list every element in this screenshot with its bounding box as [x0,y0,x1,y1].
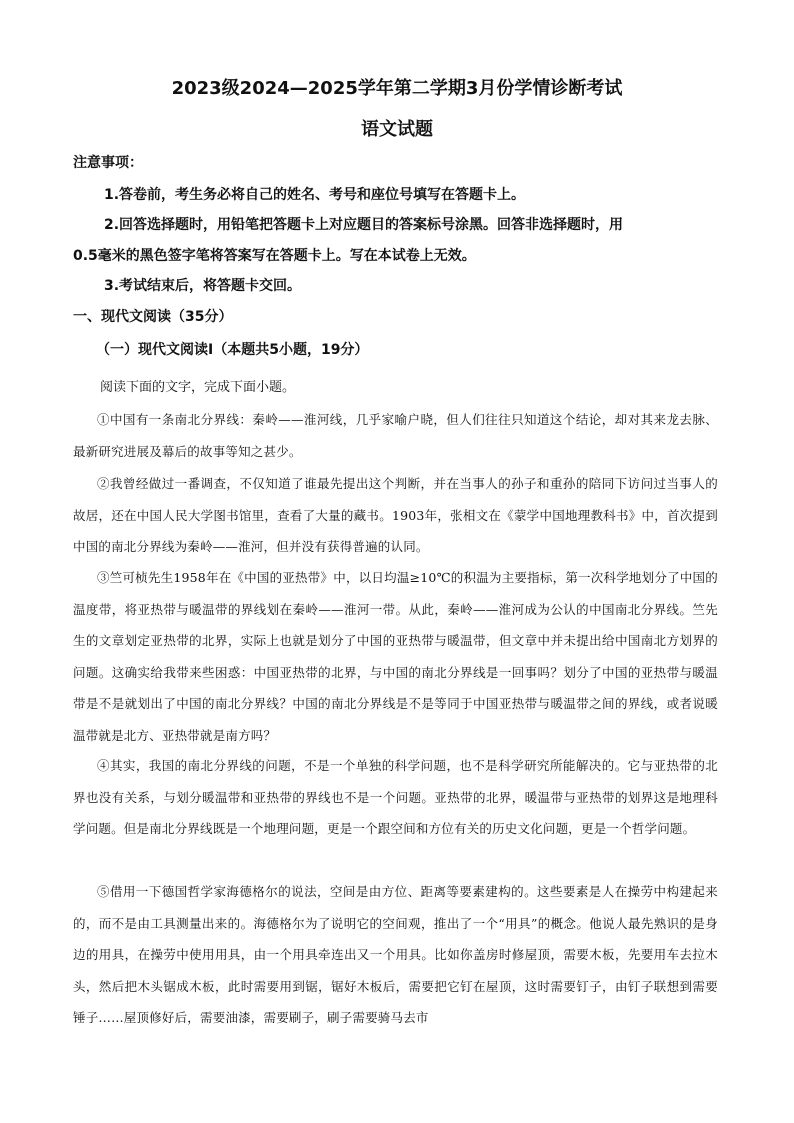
notes-item-2-line-1: 2.回答选择题时，用铅笔把答题卡上对应题目的答案标号涂黑。回答非选择题时，用 [104,217,624,233]
passage-paragraph-3: ③竺可桢先生1958年在《中国的亚热带》中，以日均温≥10℃的积温为主要指标，第一次科学地划分了中国的温度带，将亚热带与暖温带的界线划在秦岭——淮河一带。从此，秦岭——淮河成为公认的中国南北分界线。竺先生的文章划定亚热带的北界，实际上也就是划分了中国的亚热带与暖温带，但文章中并未提出给中国南北方划界的问题。这确实给我带来些困惑：中国亚热带的北界，与中国的南北分界线是一回事吗？划分了中国的亚热带与暖温带是不是就划出了中国的南北分界线？中国的南北分界线是不是等同于中国亚热带与暖温带之间的界线，或者说暖温带就是北方、亚热带就是南方吗？ [73,570,718,743]
notes-item-2-line-2: 0.5毫米的黑色签字笔将答案写在答题卡上。写在本试卷上无效。 [73,248,476,264]
passage-paragraph-4: ④其实，我国的南北分界线的问题，不是一个单独的科学问题，也不是科学研究所能解决的。它与亚热带的北界也没有关系，与划分暖温带和亚热带的界线也不是一个问题。亚热带的北界，暖温带与亚热带的划界这是地理科学问题。但是南北分界线既是一个地理问题，更是一个跟空间和方位有关的历史文化问题，更是一个哲学问题。 [73,758,718,836]
section-subheading: （一）现代文阅读Ⅰ（本题共5小题，19分） [96,342,369,358]
passage-paragraph-1: ①中国有一条南北分界线：秦岭——淮河线，几乎家喻户晓，但人们往往只知道这个结论，却对其来龙去脉、最新研究进展及幕后的故事等知之甚少。 [73,412,718,459]
passage-paragraph-5: ⑤借用一下德国哲学家海德格尔的说法，空间是由方位、距离等要素建构的。这些要素是人在操劳中构建起来的，而不是由工具测量出来的。海德格尔为了说明它的空间观，推出了一个“用具”的概念。他说人最先熟识的是身边的用具，在操劳中使用用具，由一个用具牵连出又一个用具。比如你盖房时修屋顶，需要木板，先要用车去拉木头，然后把木头锯成木板，此时需要用到锯，锯好木板后，需要把它钉在屋顶，这时需要钉子，由钉子联想到需要锤子……屋顶修好后，需要油漆，需要刷子，刷子需要骑马去市 [73,884,718,1025]
notes-item-1: 1.答卷前，考生务必将自己的姓名、考号和座位号填写在答题卡上。 [104,187,526,203]
notes-item-3: 3.考试结束后，将答题卡交回。 [104,278,302,294]
reading-instruction: 阅读下面的文字，完成下面小题。 [100,380,296,395]
passage-paragraph-2: ②我曾经做过一番调查，不仅知道了谁最先提出这个判断，并在当事人的孙子和重孙的陪同下访问过当事人的故居，还在中国人民大学图书馆里，查看了大量的藏书。1903年，张相文在《蒙学中国地理教科书》中，首次提到中国的南北分界线为秦岭——淮河，但并没有获得普遍的认同。 [73,476,718,554]
exam-subtitle: 语文试题 [361,119,433,140]
section-heading: 一、现代文阅读（35分） [73,309,233,325]
exam-title: 2023级2024—2025学年第二学期3月份学情诊断考试 [171,78,623,99]
notes-heading: 注意事项： [73,155,143,171]
